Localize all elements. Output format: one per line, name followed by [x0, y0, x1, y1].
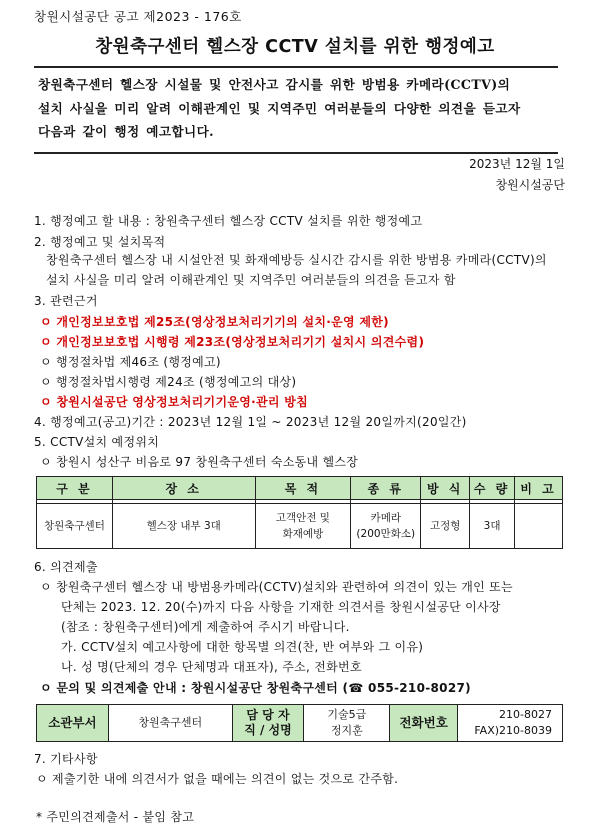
basis-item: ㅇ 개인정보보호법 제25조(영상정보처리기기의 설치·운영 제한)	[40, 315, 389, 329]
section-2: 2. 행정예고 및 설치목적	[34, 235, 166, 249]
cell-place: 헬스장 내부 3대	[112, 504, 255, 549]
issuer: 창원시설공단	[495, 178, 565, 192]
col-header: 방 식	[421, 477, 470, 500]
section-6-body: (참조 : 창원축구센터)에게 제출하여 주시기 바랍니다.	[61, 620, 350, 634]
col-header: 수 량	[470, 477, 515, 500]
col-header: 비 고	[515, 477, 563, 500]
basis-item: ㅇ 행정절차법 제46조 (행정예고)	[40, 355, 221, 369]
page-title: 창원축구센터 헬스장 CCTV 설치를 위한 행정예고	[95, 37, 495, 57]
col-header: 구 분	[37, 477, 113, 500]
opinion-item-a: 가. CCTV설치 예고사항에 대한 항목별 의견(찬, 반 여부와 그 이유)	[61, 640, 424, 654]
cell-quantity: 3대	[470, 504, 515, 549]
section-1: 1. 행정예고 할 내용 : 창원축구센터 헬스장 CCTV 설치를 위한 행정예고	[34, 214, 423, 228]
dept-label: 소관부서	[37, 705, 109, 742]
cell-note	[515, 504, 563, 549]
cell-method: 고정형	[421, 504, 470, 549]
contact-guide: ㅇ 문의 및 의견제출 안내 : 창원시설공단 창원축구센터 (☎ 055-210-8027)	[40, 681, 471, 695]
section-5: 5. CCTV설치 예정위치	[34, 435, 160, 449]
footnote: * 주민의견제출서 - 붙임 참고	[36, 810, 195, 824]
cell-type: 카메라 (200만화소)	[351, 504, 421, 549]
person-value: 기술5급 정지훈	[304, 705, 390, 742]
section-2-body: 설치 사실을 미리 알려 이해관계인 및 지역주민 여러분들의 의견을 듣고자 함	[46, 273, 456, 287]
intro-box	[34, 66, 558, 154]
location-item: ㅇ 창원시 성산구 비음로 97 창원축구센터 숙소동내 헬스장	[40, 455, 359, 469]
dept-value: 창원축구센터	[108, 705, 232, 742]
col-header: 종 류	[351, 477, 421, 500]
cell-purpose: 고객안전 및 화재예방	[255, 504, 351, 549]
section-6-body: ㅇ 창원축구센터 헬스장 내 방범용카메라(CCTV)설치와 관련하여 의견이 있는 개인 또는	[40, 580, 513, 594]
person-label: 담 당 자 직 / 성명	[232, 705, 304, 742]
basis-item: ㅇ 개인정보보호법 시행령 제23조(영상정보처리기기 설치시 의견수렴)	[40, 335, 425, 349]
issue-date: 2023년 12월 1일	[469, 157, 565, 171]
phone-value: 210-8027 FAX)210-8039	[458, 705, 563, 742]
section-4: 4. 행정예고(공고)기간 : 2023년 12월 1일 ~ 2023년 12월 20일까지(20일간)	[34, 415, 467, 429]
section-3: 3. 관련근거	[34, 294, 98, 308]
section-7-item: ㅇ 제출기한 내에 의견서가 없을 때에는 의견이 없는 것으로 간주함.	[36, 772, 399, 786]
intro-line: 다음과 같이 행정 예고합니다.	[38, 124, 214, 139]
contact-table	[36, 704, 563, 742]
intro-line: 창원축구센터 헬스장 시설물 및 안전사고 감시를 위한 방범용 카메라(CCTV)의	[38, 77, 511, 92]
cctv-install-table	[36, 476, 563, 549]
col-header: 장 소	[112, 477, 255, 500]
col-header: 목 적	[255, 477, 351, 500]
section-2-body: 창원축구센터 헬스장 내 시설안전 및 화재예방등 실시간 감시를 위한 방범용 카메라(CCTV)의	[46, 253, 547, 267]
issue-block	[469, 154, 565, 196]
basis-item: ㅇ 창원시설공단 영상정보처리기기운영·관리 방침	[40, 395, 309, 409]
basis-item: ㅇ 행정절차법시행령 제24조 (행정예고의 대상)	[40, 375, 297, 389]
table-row	[37, 504, 563, 549]
opinion-item-b: 나. 성 명(단체의 경우 단체명과 대표자), 주소, 전화번호	[61, 660, 362, 674]
section-7: 7. 기타사항	[34, 752, 98, 766]
cell-division: 창원축구센터	[37, 504, 113, 549]
phone-label: 전화번호	[390, 705, 458, 742]
section-6-body: 단체는 2023. 12. 20(수)까지 다음 사항을 기재한 의견서를 창원시설공단 이사장	[61, 600, 501, 614]
intro-line: 설치 사실을 미리 알려 이해관계인 및 지역주민 여러분들의 다양한 의견을 듣고자	[38, 100, 521, 116]
section-6: 6. 의견제출	[34, 560, 98, 574]
announcement-number: 창원시설공단 공고 제2023 - 176호	[34, 9, 242, 24]
